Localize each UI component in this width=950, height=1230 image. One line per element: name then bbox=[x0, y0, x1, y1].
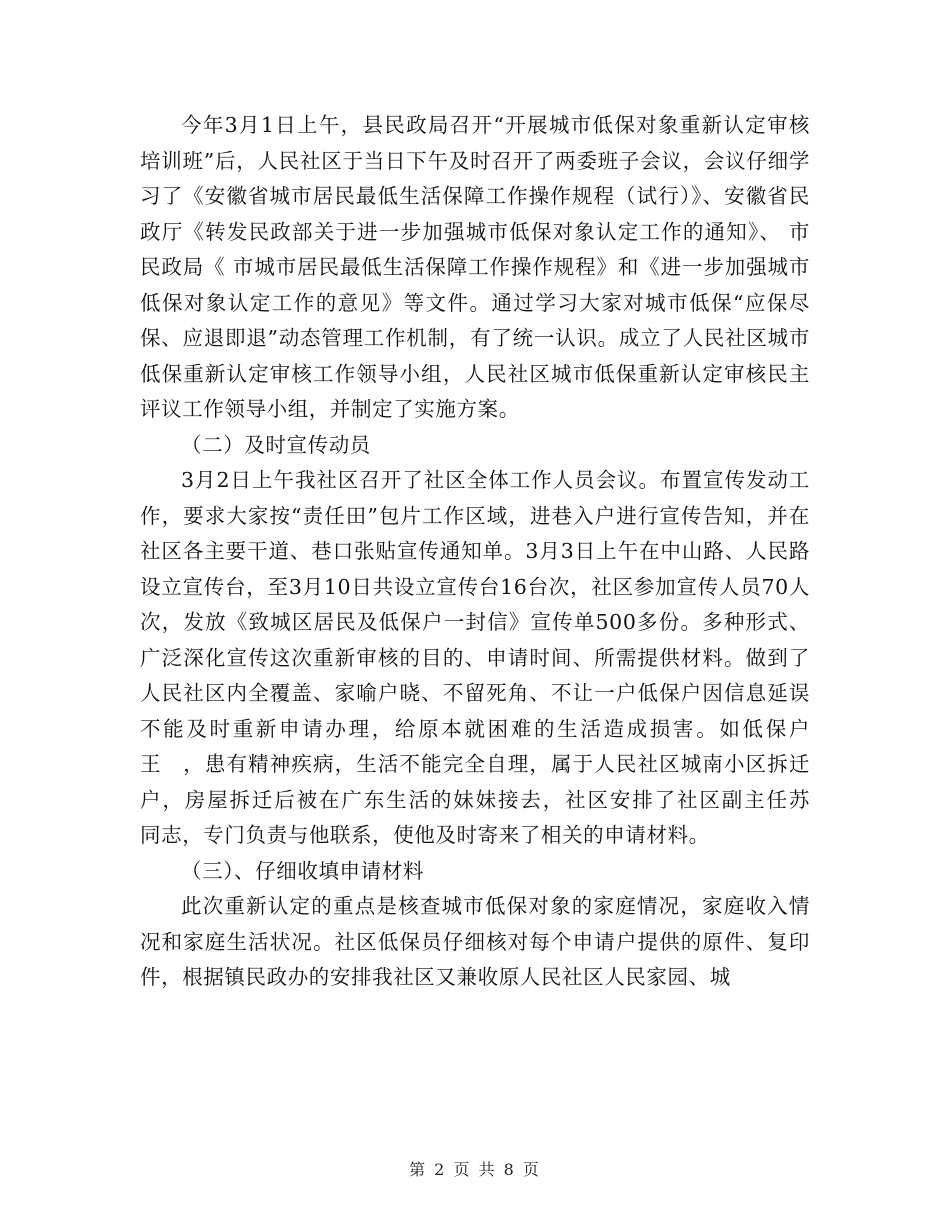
section-heading-materials: （三）、仔细收填申请材料 bbox=[181, 858, 424, 883]
paragraph-meeting: 今年3月1日上午，县民政局召开“开展城市低保对象重新认定审核培训班”后，人民社区于当日下午及时召开了两委班子会议，会议仔细学习了《安徽省城市居民最低生活保障工作操作规程（试行）》、安徽省民政厅《转发民政部关于进一步加强城市低保对象认定工作的通知》、 市民政局《 市城市居民最低生活保障工作操作规程》和《进一步加强城市低保对象认定工作的意见》等文件。通过学习大家对城市低保“应保尽保、应退即退”动态管理工作机制，有了统一认识。成立了人民社区城市低保重新认定审核工作领导小组，人民社区城市低保重新认定审核民主评议工作领导小组，并制定了实施方案。 bbox=[140, 113, 810, 421]
section-heading-publicity: （二）及时宣传动员 bbox=[181, 432, 371, 457]
paragraph-materials: 此次重新认定的重点是核查城市低保对象的家庭情况，家庭收入情况和家庭生活状况。社区低保员仔细核对每个申请户提供的原件、复印件，根据镇民政办的安排我社区又兼收原人民社区人民家园、城 bbox=[140, 894, 810, 989]
document-body bbox=[140, 108, 832, 996]
paragraph-publicity: 3月2日上午我社区召开了社区全体工作人员会议。布置宣传发动工作，要求大家按“责任田”包片工作区域，进巷入户进行宣传告知，并在社区各主要干道、巷口张贴宣传通知单。3月3日上午在中山路、人民路设立宣传台，至3月10日共设立宣传台16台次，社区参加宣传人员70人次，发放《致城区居民及低保户一封信》宣传单500多份。多种形式、广泛深化宣传这次重新审核的目的、申请时间、所需提供材料。做到了人民社区内全覆盖、家喻户晓、不留死角、不让一户低保户因信息延误不能及时重新申请办理，给原本就困难的生活造成损害。如低保户王 ，患有精神疾病，生活不能完全自理，属于人民社区城南小区拆迁户，房屋拆迁后被在广东生活的妹妹接去，社区安排了社区副主任苏 同志，专门负责与他联系，使他及时寄来了相关的申请材料。 bbox=[140, 468, 832, 847]
page-number-footer: 第 2 页 共 8 页 bbox=[409, 1160, 541, 1179]
